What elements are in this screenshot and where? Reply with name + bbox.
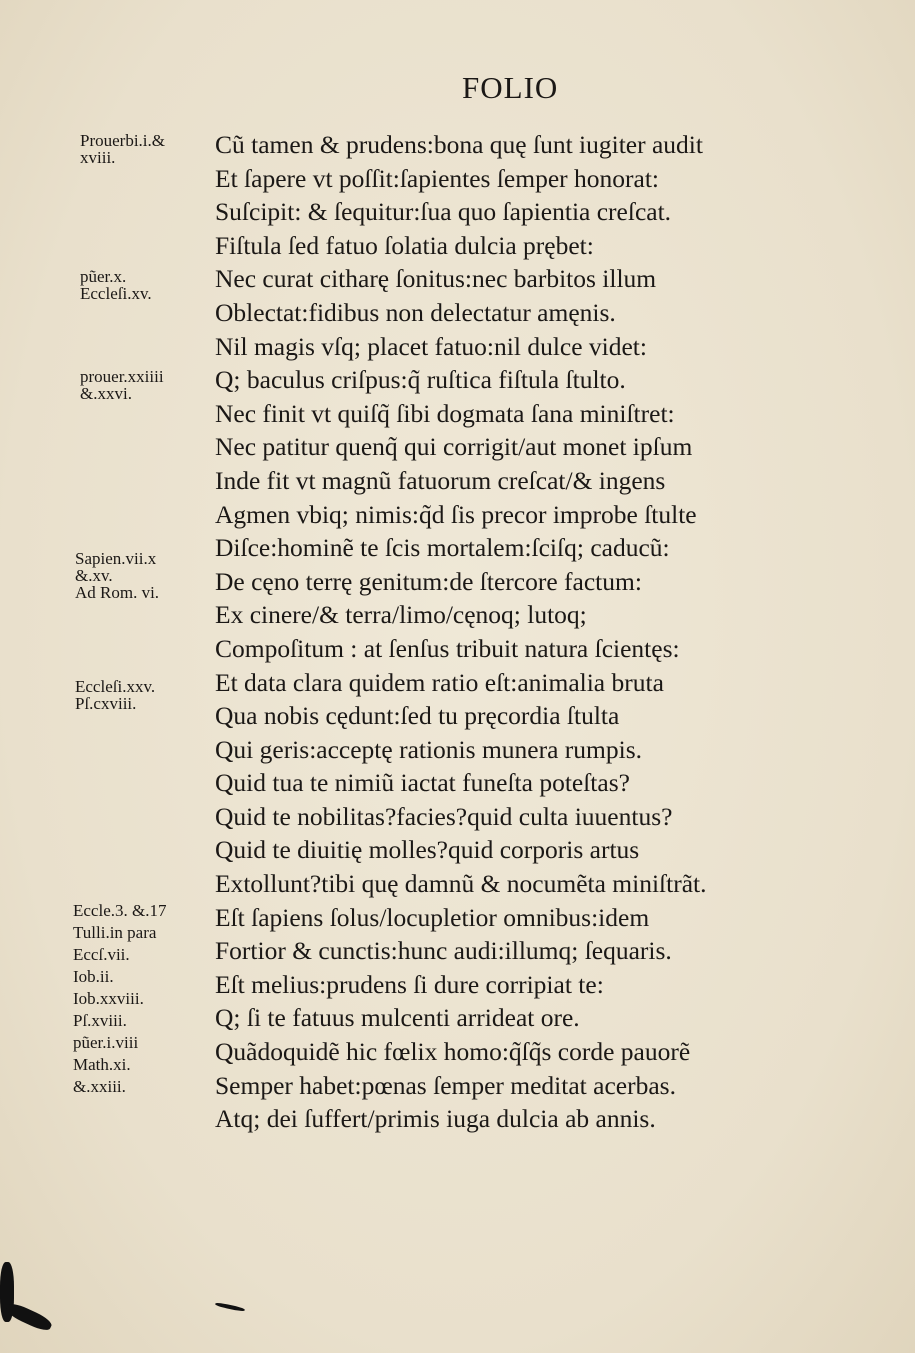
margin-note-line: Iob.ii. — [73, 967, 114, 986]
margin-note-line: Math.xi. — [73, 1055, 131, 1074]
margin-note-line: prouer.xxiiii — [80, 367, 164, 386]
margin-note-line: Pſ.cxviii. — [75, 694, 137, 713]
margin-note — [75, 550, 159, 601]
verse-line: Quid te nobilitas?facies?quid culta iuuentus? — [215, 801, 673, 831]
verse-line: Diſce:hominẽ te ſcis mortalem:ſciſq; caducũ: — [215, 533, 670, 563]
margin-note-line: &.xv. — [75, 566, 113, 585]
verse-line: De cęno terrę genitum:de ſtercore factum: — [215, 566, 642, 596]
margin-note — [80, 368, 164, 402]
margin-note-line: Ad Rom. vi. — [75, 583, 160, 602]
verse-line: Ex cinere/& terra/limo/cęnoq; lutoq; — [215, 600, 587, 630]
margin-note — [80, 132, 165, 166]
verse-line: Q; baculus criſpus:q̃ ruſtica fiſtula ſtulto. — [215, 365, 626, 395]
verse-line: Nil magis vſq; placet fatuo:nil dulce videt: — [215, 331, 647, 361]
margin-note-line: xviii. — [80, 148, 116, 167]
margin-note-line: Prouerbi.i.& — [80, 131, 165, 150]
verse-line: Eſt ſapiens ſolus/locupletior omnibus:idem — [215, 902, 650, 932]
margin-note-line: Tulli.in para — [73, 923, 157, 942]
margin-note — [75, 678, 155, 712]
verse-line: Agmen vbiq; nimis:q̃d ſis precor improbe ſtulte — [215, 499, 697, 529]
verse-line: Oblectat:fidibus non delectatur amęnis. — [215, 297, 616, 327]
verse-line: Quid tua te nimiũ iactat funeſta poteſtas? — [215, 768, 630, 798]
ink-stain — [215, 1302, 245, 1312]
margin-note-line: &.xxiii. — [73, 1077, 126, 1096]
margin-note-line: Eccſ.vii. — [73, 945, 130, 964]
margin-note-line: Iob.xxviii. — [73, 989, 144, 1008]
verse-line: Et ſapere vt poſſit:ſapientes ſemper honorat: — [215, 163, 659, 193]
verse-line: Atq; dei ſuffert/primis iuga dulcia ab annis. — [215, 1104, 656, 1134]
verse-line: Et data clara quidem ratio eſt:animalia bruta — [215, 667, 664, 697]
margin-note — [80, 268, 152, 302]
verse-line: Nec curat citharę ſonitus:nec barbitos illum — [215, 264, 657, 294]
verse-line: Cũ tamen & prudens:bona quę ſunt iugiter audit — [215, 130, 703, 159]
verse-line: Fortior & cunctis:hunc audi:illumq; ſequaris. — [215, 936, 672, 966]
verse-line: Fiſtula ſed fatuo ſolatia dulcia prębet: — [215, 230, 594, 260]
verse-line: Nec patitur quenq̃ qui corrigit/aut monet ipſum — [215, 432, 693, 462]
verse-line: Qua nobis cędunt:ſed tu pręcordia ſtulta — [215, 701, 620, 731]
margin-note-line: Eccleſi.xv. — [80, 284, 152, 303]
margin-note-line: &.xxvi. — [80, 384, 132, 403]
margin-note-line: pũer.x. — [80, 267, 127, 286]
margin-note-line: Eccleſi.xxv. — [75, 677, 156, 696]
verse-line: Inde fit vt magnũ fatuorum creſcat/& ingens — [215, 465, 666, 495]
verse-line: Eſt melius:prudens ſi dure corripiat te: — [215, 969, 604, 999]
verse-line: Qui geris:acceptę rationis munera rumpis. — [215, 734, 642, 764]
verse-line: Compoſitum : at ſenſus tribuit natura ſcientęs: — [215, 633, 680, 663]
verse-line: Suſcipit: & ſequitur:ſua quo ſapientia creſcat. — [215, 197, 672, 227]
verse-line: Semper habet:pœnas ſemper meditat acerbas. — [215, 1070, 676, 1100]
verse-block — [215, 128, 855, 1136]
margin-note-line: Eccle.3. &.17 — [73, 901, 167, 920]
margin-note-line: pũer.i.viii — [73, 1033, 139, 1052]
verse-line: Quãdoquidẽ hic fœlix homo:q̃ſq̃s corde pauorẽ — [215, 1037, 691, 1067]
margin-note-line: Pſ.xviii. — [73, 1011, 127, 1030]
verse-line: Q; ſi te fatuus mulcenti arrideat ore. — [215, 1003, 580, 1033]
verse-line: Extollunt?tibi quę damnũ & nocumẽta miniſtrãt. — [215, 869, 707, 899]
margin-note — [73, 900, 166, 1098]
folio-header: FOLIO — [462, 70, 559, 105]
verse-line: Quid te diuitię molles?quid corporis artus — [215, 835, 640, 865]
margin-note-line: Sapien.vii.x — [75, 549, 157, 568]
verse-line: Nec finit vt quiſq̃ ſibi dogmata ſana miniſtret: — [215, 398, 675, 428]
